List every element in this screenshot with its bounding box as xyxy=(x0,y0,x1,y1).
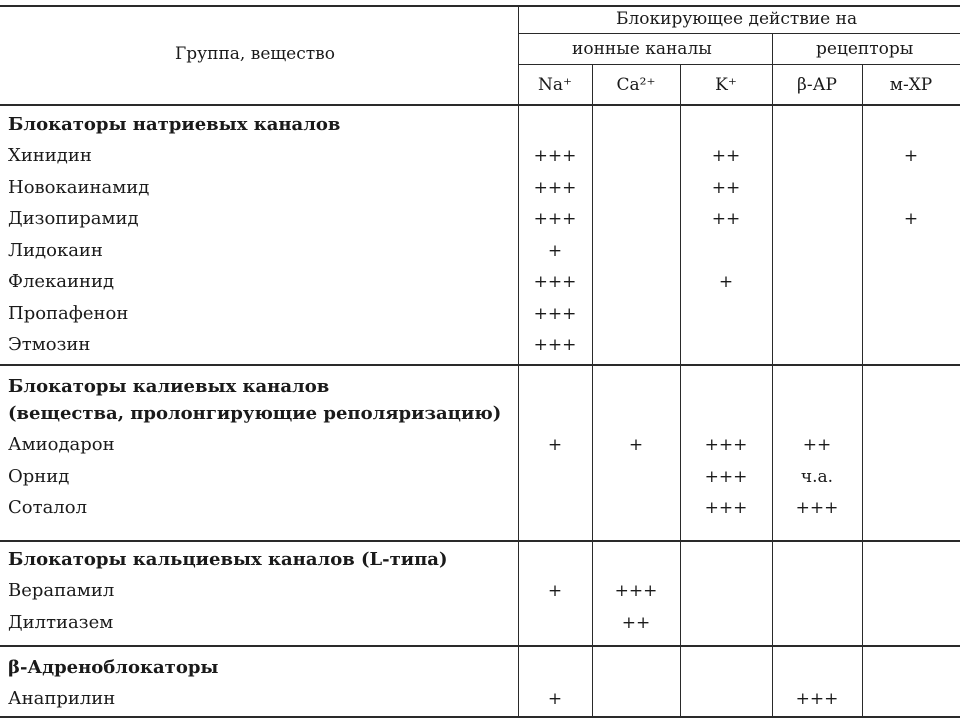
drug-name: Верапамил xyxy=(8,580,115,601)
activity-cell: +++ xyxy=(704,466,748,487)
activity-cell: +++ xyxy=(533,209,577,229)
header-group-col: Группа, вещество xyxy=(175,44,335,64)
col-header-na: Na⁺ xyxy=(538,75,572,95)
drug-name: Амиодарон xyxy=(8,434,115,455)
activity-cell: ++ xyxy=(711,209,741,229)
activity-cell: + xyxy=(903,209,919,229)
col-header-beta-ar: β-АР xyxy=(797,75,837,95)
activity-cell: + xyxy=(903,146,919,166)
activity-cell: + xyxy=(547,240,563,261)
drug-name: Этмозин xyxy=(8,334,91,355)
drug-name: Соталол xyxy=(8,497,88,518)
rule-sec1 xyxy=(0,364,960,366)
rule-header-bottom xyxy=(0,104,960,106)
drug-name: Пропафенон xyxy=(8,302,129,324)
activity-cell: + xyxy=(718,272,734,292)
drug-name: Анаприлин xyxy=(8,688,116,709)
drug-name: Дилтиазем xyxy=(8,611,114,633)
activity-cell: ++ xyxy=(711,146,741,166)
activity-cell: +++ xyxy=(533,272,577,292)
activity-cell: + xyxy=(547,689,563,709)
activity-cell: ++ xyxy=(711,177,741,198)
activity-cell: +++ xyxy=(533,303,577,324)
section-title: Блокаторы калиевых каналов xyxy=(8,376,330,397)
section-title: Блокаторы кальциевых каналов (L-типа) xyxy=(8,549,448,570)
activity-cell: + xyxy=(547,435,563,455)
drug-name: Хинидин xyxy=(8,145,92,166)
activity-cell: +++ xyxy=(795,689,839,709)
header-blocking: Блокирующее действие на xyxy=(616,9,858,29)
drug-name: Новокаинамид xyxy=(8,176,150,198)
activity-cell: + xyxy=(628,435,644,455)
col-header-m-hr: м-ХР xyxy=(889,75,933,95)
drug-name: Флекаинид xyxy=(8,271,115,292)
activity-cell: ++ xyxy=(802,435,832,455)
activity-cell: +++ xyxy=(533,146,577,166)
section-title: Блокаторы натриевых каналов xyxy=(8,114,341,135)
rule-top xyxy=(0,5,960,7)
activity-cell: +++ xyxy=(533,335,577,355)
activity-cell: +++ xyxy=(533,177,577,198)
activity-cell: + xyxy=(547,581,563,601)
section-title: β-Адреноблокаторы xyxy=(8,657,219,678)
activity-cell: +++ xyxy=(704,498,748,518)
activity-cell: ч.а. xyxy=(800,466,834,487)
rule-sub2 xyxy=(518,64,960,65)
vline-main xyxy=(518,5,519,717)
drug-name: Орнид xyxy=(8,465,70,487)
drug-name: Лидокаин xyxy=(8,239,103,261)
activity-cell: +++ xyxy=(795,498,839,518)
vline-ion-rec xyxy=(772,33,773,717)
activity-cell: +++ xyxy=(614,581,658,601)
rule-sub1 xyxy=(518,33,960,34)
rule-sec3 xyxy=(0,645,960,647)
activity-cell: ++ xyxy=(621,612,651,633)
col-header-k: K⁺ xyxy=(715,75,737,95)
rule-sec2 xyxy=(0,540,960,542)
drug-name: Дизопирамид xyxy=(8,208,139,229)
col-header-ca: Ca²⁺ xyxy=(616,75,656,95)
header-ion-channels: ионные каналы xyxy=(572,39,712,59)
section-title: (вещества, пролонгирующие реполяризацию) xyxy=(8,403,502,424)
activity-cell: +++ xyxy=(704,435,748,455)
header-receptors: рецепторы xyxy=(816,39,914,59)
rule-bottom xyxy=(0,716,960,718)
